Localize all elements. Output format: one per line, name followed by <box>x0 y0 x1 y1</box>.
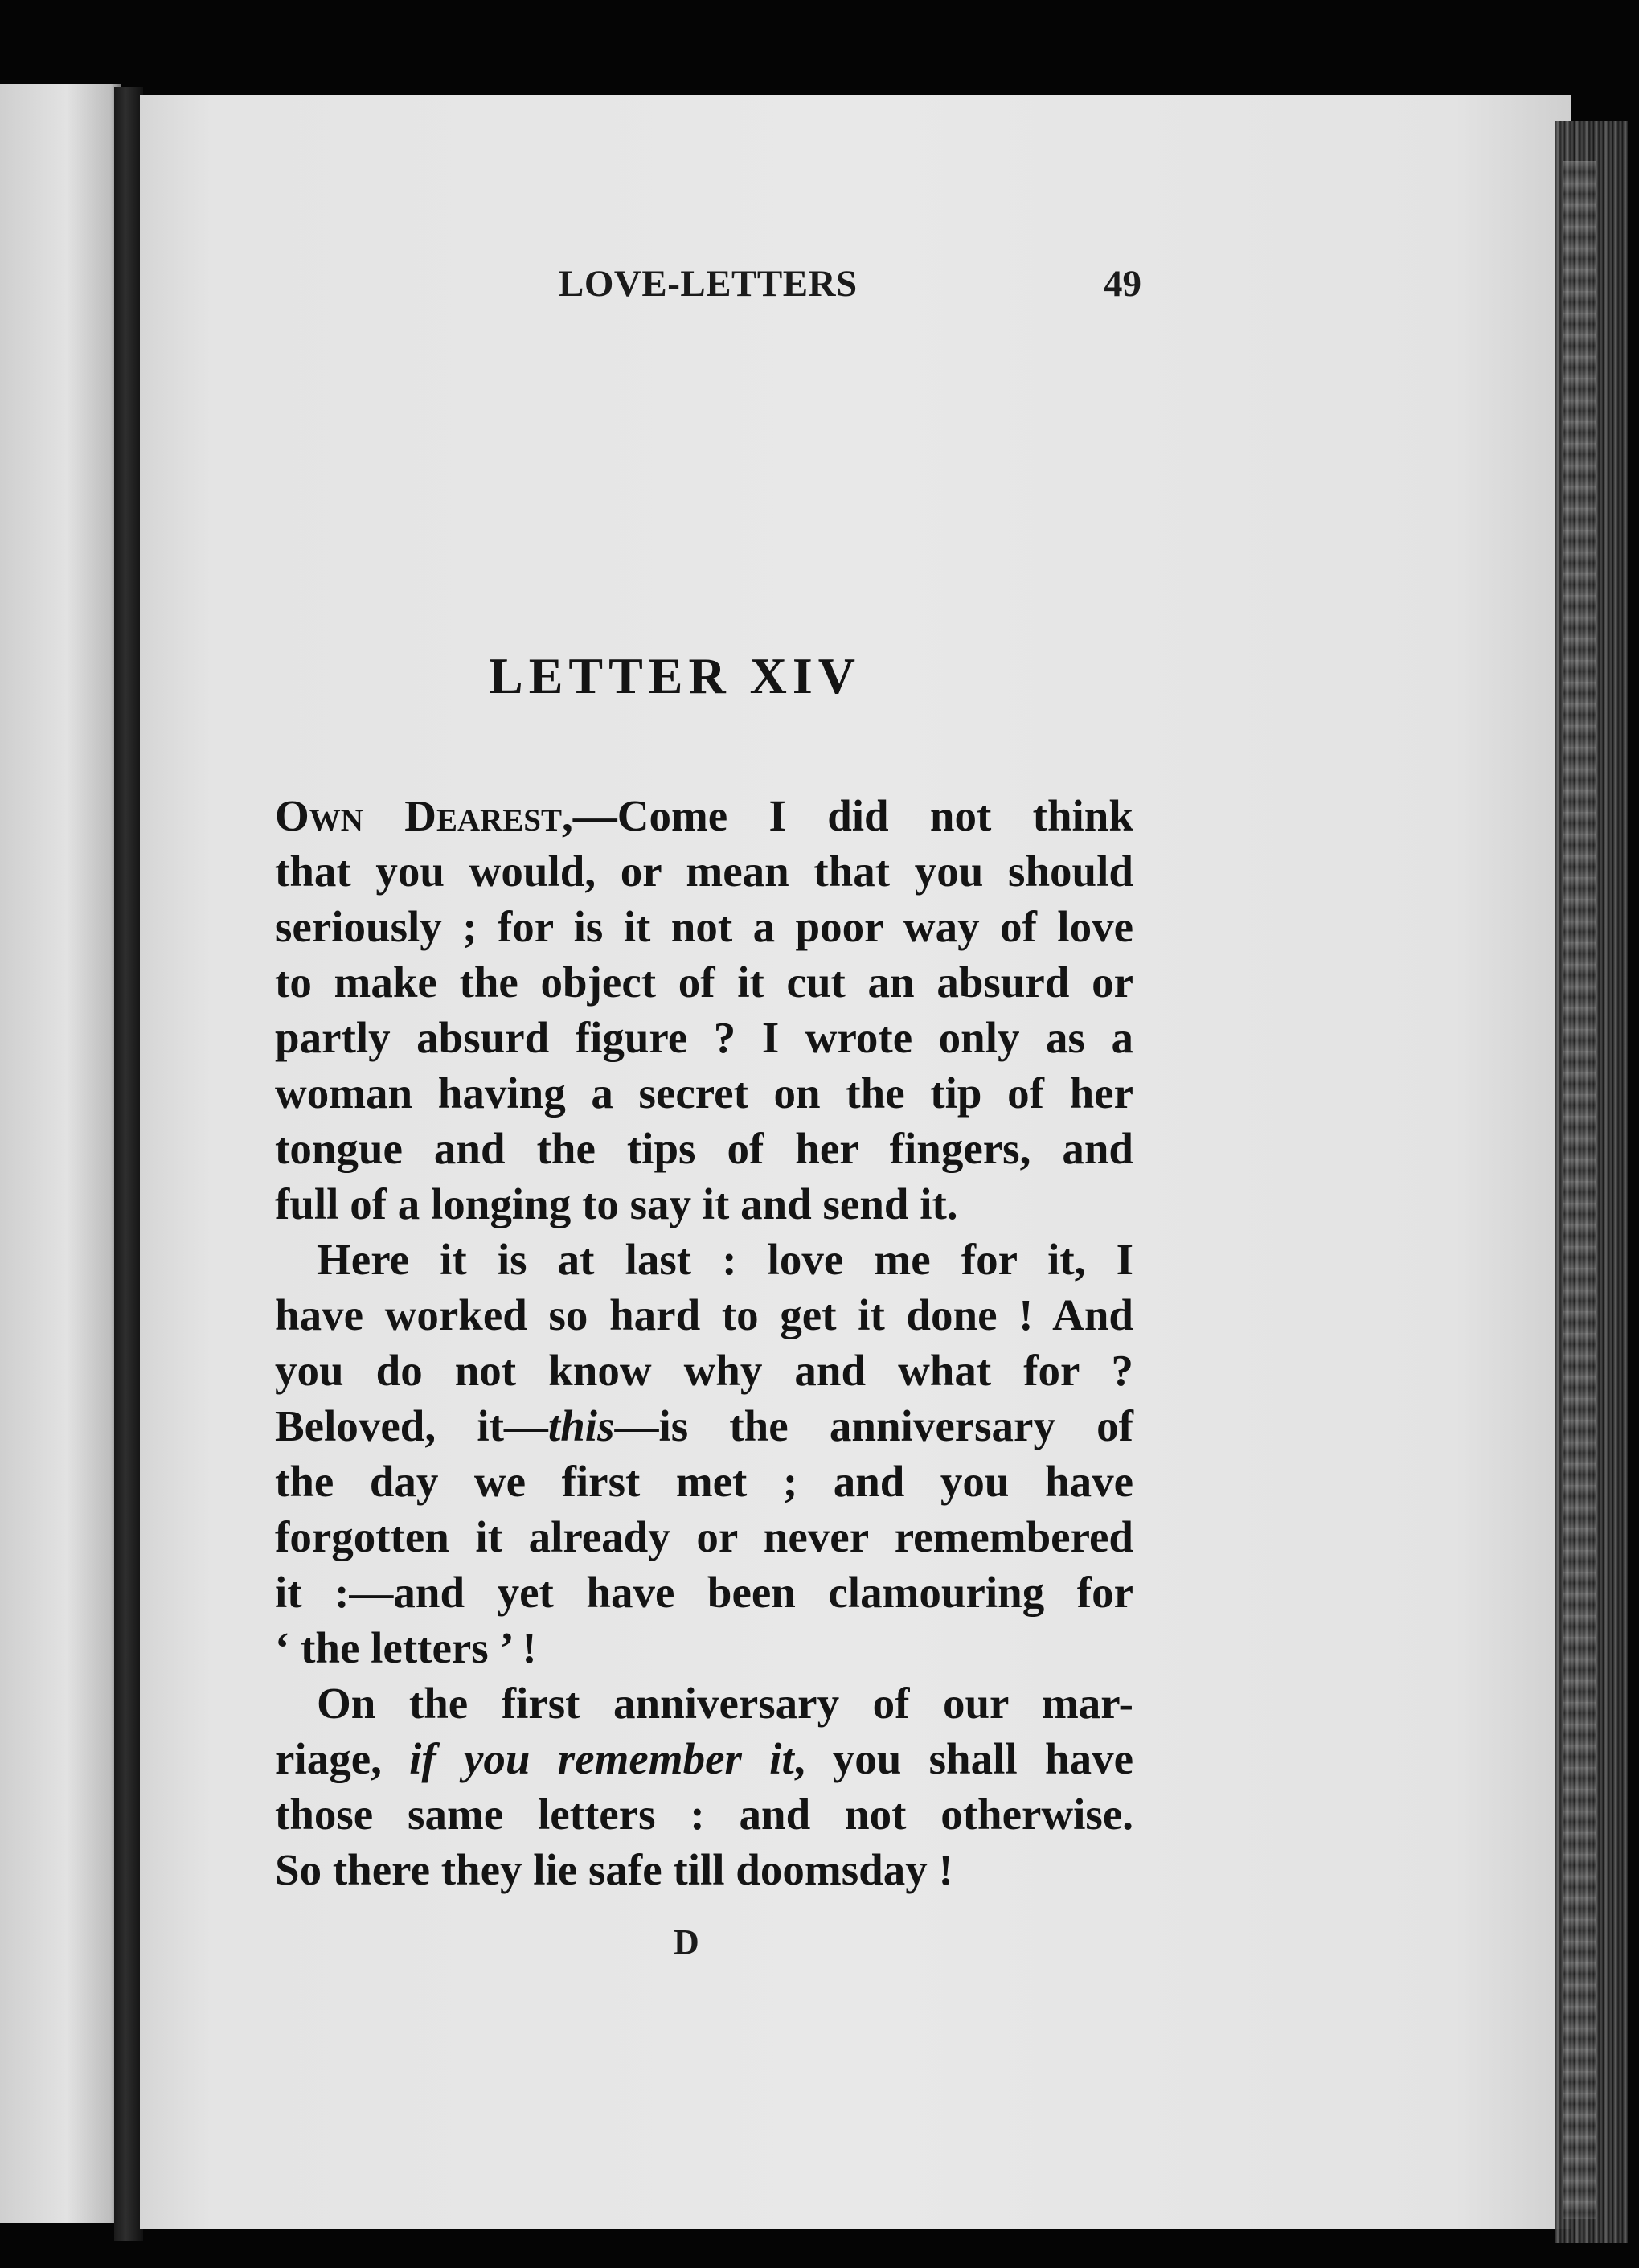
text-line: the day we first met ; and you have <box>275 1457 1133 1506</box>
text-line: to make the object of it cut an absurd or <box>275 958 1133 1007</box>
text-line: ‘ the letters ’ ! <box>275 1623 537 1672</box>
emphasis: this <box>547 1401 615 1450</box>
text-line: On the first anniversary of our mar- <box>317 1679 1133 1728</box>
running-head: LOVE-LETTERS <box>559 263 858 305</box>
text-line: seriously ; for is it not a poor way of love <box>275 902 1133 951</box>
book-gutter <box>114 87 143 2241</box>
line-text: —is the anniversary of <box>614 1401 1133 1450</box>
salutation: Own Dearest, <box>275 791 573 840</box>
letter-title: LETTER XIV <box>489 647 861 704</box>
text-line <box>275 1398 1133 1454</box>
text-line: that you would, or mean that you should <box>275 847 1133 896</box>
page-fore-edge-highlight <box>1563 161 1596 2219</box>
text-line: woman having a secret on the tip of her <box>275 1068 1133 1118</box>
line-text: —Come I did not think <box>572 791 1133 840</box>
line-text: riage, <box>275 1734 410 1783</box>
text-line: full of a longing to say it and send it. <box>275 1179 958 1228</box>
text-line: Here it is at last : love me for it, I <box>317 1235 1133 1284</box>
line-text: , you shall have <box>793 1734 1133 1783</box>
emphasis: if you remember it <box>409 1734 794 1783</box>
facing-page-edge <box>0 84 121 2223</box>
line-text: Beloved, it— <box>275 1401 548 1450</box>
text-line: you do not know why and what for ? <box>275 1346 1133 1395</box>
text-line: have worked so hard to get it done ! And <box>275 1290 1133 1339</box>
text-line: those same letters : and not otherwise. <box>275 1790 1133 1839</box>
text-line: tongue and the tips of her fingers, and <box>275 1124 1133 1173</box>
text-line: partly absurd figure ? I wrote only as a <box>275 1013 1133 1062</box>
signature-mark: D <box>674 1922 699 1962</box>
text-line: it :—and yet have been clamouring for <box>275 1568 1133 1617</box>
text-line <box>275 1731 1133 1786</box>
letter-body <box>275 788 1133 1897</box>
text-line <box>275 788 1133 843</box>
page-number: 49 <box>1104 263 1141 305</box>
text-line: So there they lie safe till doomsday ! <box>275 1845 953 1894</box>
text-line: forgotten it already or never remembered <box>275 1512 1133 1561</box>
